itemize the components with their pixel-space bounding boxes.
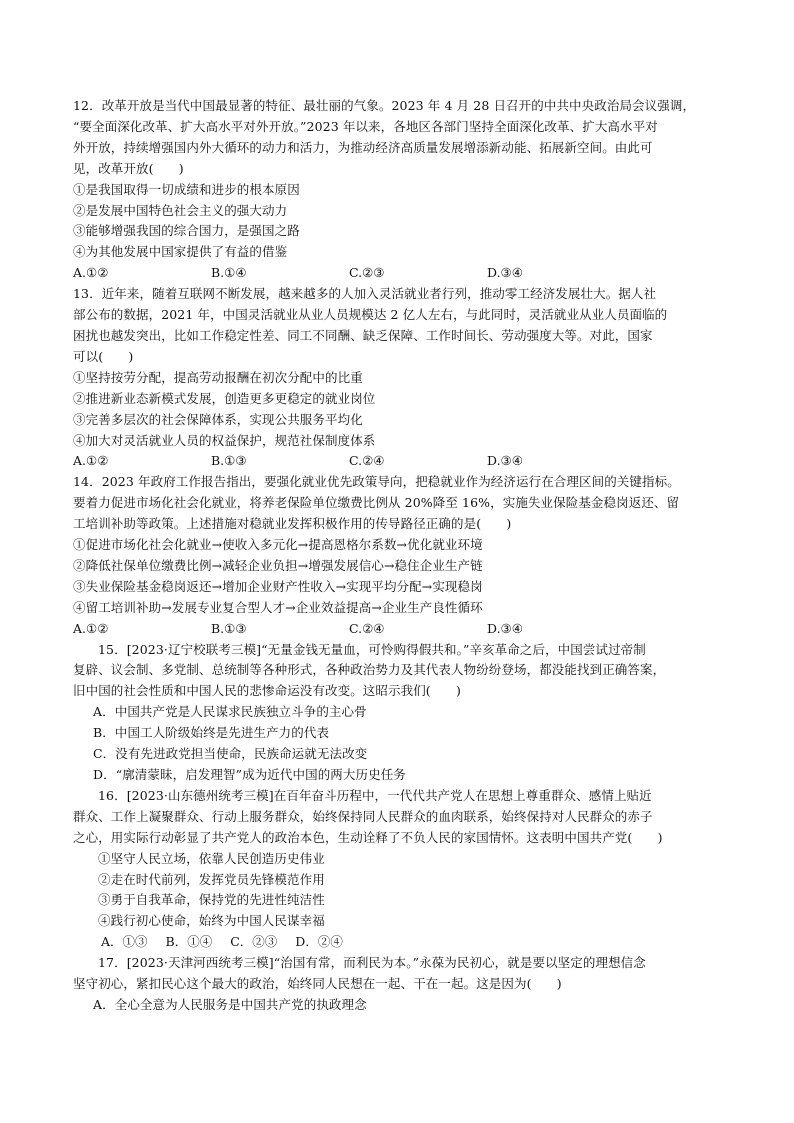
- question-stem-line: 16．[2023·山东德州统考三模]在百年奋斗历程中，一代代共产党人在思想上尊重群众、感情上贴近: [98, 787, 652, 803]
- option-c: C.②④: [349, 453, 385, 469]
- statement-item: ④留工培训补助→发展专业复合型人才→企业效益提高→企业生产良性循环: [73, 599, 483, 615]
- statement-item: ③勇于自我革命，保持党的先进性纯洁性: [98, 892, 325, 908]
- statement-item: ①促进市场化社会化就业→使收入多元化→提高恩格尔系数→优化就业环境: [73, 537, 483, 553]
- option-b: B.①④: [211, 265, 247, 281]
- question-stem-line: 15．[2023·辽宁校联考三模]“无量金钱无量血，可怜购得假共和。”辛亥革命之后，中国尝试过帝制: [98, 641, 646, 657]
- statement-item: ④践行初心使命，始终为中国人民谋幸福: [98, 913, 325, 929]
- choice-item: B．中国工人阶级始终是先进生产力的代表: [93, 725, 330, 741]
- option-b: B.①③: [211, 453, 247, 469]
- answer-options: [73, 263, 733, 284]
- option-d: D.③④: [487, 265, 523, 281]
- question-13: [73, 284, 733, 472]
- statement-item: ①是我国取得一切成绩和进步的根本原因: [73, 181, 300, 197]
- option-a: A.①②: [73, 265, 109, 281]
- choice-item: C．没有先进政党担当使命，民族命运就无法改变: [93, 746, 368, 762]
- question-stem-line: 可以( ): [73, 348, 134, 364]
- option-d: D.③④: [487, 453, 523, 469]
- statement-item: ②推进新业态新模式发展，创造更多更稳定的就业岗位: [73, 390, 376, 406]
- option-c: C.②④: [349, 620, 385, 636]
- option-a: A.①②: [73, 453, 109, 469]
- exam-content: [73, 96, 733, 1016]
- question-stem-line: “要全面深化改革、扩大高水平对外开放。”2023 年以来，各地区各部门坚持全面深化改革、扩大高水平对: [73, 118, 658, 134]
- question-stem-line: 旧中国的社会性质和中国人民的悲惨命运没有改变。这昭示我们( ): [73, 683, 461, 699]
- question-17: [73, 953, 733, 1016]
- statement-item: ④为其他发展中国家提供了有益的借鉴: [73, 244, 288, 260]
- question-stem-line: 困扰也越发突出，比如工作稳定性差、同工不同酬、缺乏保障、工作时间长、劳动强度大等。对此，国家: [73, 327, 653, 343]
- question-stem-line: 17．[2023·天津河西统考三模]“治国有常，而利民为本。”永葆为民初心，就是要以坚定的理想信念: [98, 955, 646, 971]
- question-stem-line: 群众、工作上凝聚群众、行动上服务群众，始终保持同人民群众的血肉联系，始终保持对人民群众的赤子: [73, 808, 653, 824]
- option-b: B．①④: [165, 934, 213, 950]
- statement-item: ②是发展中国特色社会主义的强大动力: [73, 202, 288, 218]
- question-stem-line: 工培训补助等政策。上述措施对稳就业发挥积极作用的传导路径正确的是( ): [73, 516, 512, 532]
- question-14: [73, 472, 733, 639]
- question-stem-line: 部公布的数据，2021 年，中国灵活就业从业人员规模达 2 亿人左右，与此同时，灵活就业从业人员面临的: [73, 307, 668, 323]
- choice-item: A．中国共产党是人民谋求民族独立斗争的主心骨: [93, 704, 367, 720]
- statement-item: ②降低社保单位缴费比例→减轻企业负担→增强发展信心→稳住企业生产链: [73, 557, 483, 573]
- statement-item: ①坚守人民立场，依靠人民创造历史伟业: [98, 850, 325, 866]
- statement-item: ④加大对灵活就业人员的权益保护，规范社保制度体系: [73, 432, 376, 448]
- question-stem-line: 外开放，持续增强国内外大循环的动力和活力，为推动经济高质量发展增添新动能、拓展新空间。由此可: [73, 139, 653, 155]
- statement-item: ③失业保险基金稳岗返还→增加企业财产性收入→实现平均分配→实现稳岗: [73, 578, 483, 594]
- statement-item: ①坚持按劳分配，提高劳动报酬在初次分配中的比重: [73, 369, 363, 385]
- option-c: C.②③: [349, 265, 385, 281]
- answer-options: [73, 932, 733, 953]
- option-a: A．①③: [101, 934, 148, 950]
- statement-item: ②走在时代前列，发挥党员先锋模范作用: [98, 871, 325, 887]
- option-d: D．②④: [295, 934, 343, 950]
- question-stem-line: 12．改革开放是当代中国最显著的特征、最壮丽的气象。2023 年 4 月 28 日召开的中共中央政治局会议强调，: [73, 98, 696, 113]
- question-stem-line: 13．近年来，随着互联网不断发展，越来越多的人加入灵活就业者行列，推动零工经济发展壮大。据人社: [73, 286, 657, 302]
- answer-options: [73, 619, 733, 640]
- option-c: C．②③: [230, 934, 278, 950]
- question-16: [73, 786, 733, 953]
- question-stem-line: 要着力促进市场化社会化就业，将养老保险单位缴费比例从 20%降至 16%，实施失业保险基金稳岗返还、留: [73, 495, 680, 511]
- question-stem-line: 见，改革开放( ): [73, 160, 184, 176]
- answer-options: [73, 451, 733, 472]
- choice-item: A．全心全意为人民服务是中国共产党的执政理念: [93, 996, 367, 1012]
- option-a: A.①②: [73, 620, 109, 636]
- question-stem-line: 复辟、议会制、多党制、总统制等各种形式，各种政治势力及其代表人物纷纷登场，都没能找到正确答案，: [73, 662, 666, 678]
- question-15: [73, 640, 733, 786]
- choice-item: D．“廓清蒙昧，启发理智”成为近代中国的两大历史任务: [93, 767, 406, 782]
- statement-item: ③能够增强我国的综合国力，是强国之路: [73, 223, 300, 239]
- question-12: [73, 96, 733, 284]
- statement-item: ③完善多层次的社会保障体系，实现公共服务平均化: [73, 411, 363, 427]
- question-stem-line: 14．2023 年政府工作报告指出，要强化就业优先政策导向，把稳就业作为经济运行在合理区间的关键指标。: [73, 474, 680, 490]
- option-d: D.③④: [487, 620, 523, 636]
- option-b: B.①③: [211, 620, 247, 636]
- question-stem-line: 坚守初心，紧扣民心这个最大的政治，始终同人民想在一起、干在一起。这是因为( ): [73, 976, 562, 992]
- question-stem-line: 之心，用实际行动彰显了共产党人的政治本色，生动诠释了不负人民的家国情怀。这表明中国共产党( ): [73, 829, 663, 845]
